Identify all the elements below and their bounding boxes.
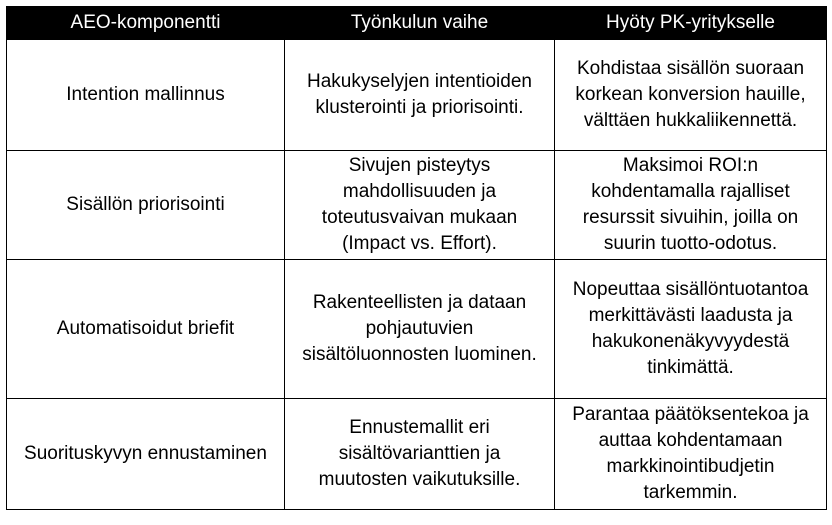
cell-component: Sisällön priorisointi (7, 151, 285, 260)
header-workflow: Työnkulun vaihe (285, 7, 555, 40)
cell-benefit: Kohdistaa sisällön suoraan korkean konversion hauille, välttäen hukkaliikennettä. (555, 40, 827, 151)
cell-workflow: Ennustemallit eri sisältövarianttien ja muutosten vaikutuksille. (285, 399, 555, 510)
cell-component: Suorituskyvyn ennustaminen (7, 399, 285, 510)
cell-benefit: Parantaa päätöksentekoa ja auttaa kohdentamaan markkinointibudjetin tarkemmin. (555, 399, 827, 510)
table-row (7, 151, 827, 260)
table-row (7, 399, 827, 510)
aeo-components-table (6, 6, 827, 510)
cell-workflow: Rakenteellisten ja dataan pohjautuvien sisältöluonnosten luominen. (285, 260, 555, 399)
cell-component: Intention mallinnus (7, 40, 285, 151)
header-benefit: Hyöty PK-yritykselle (555, 7, 827, 40)
cell-workflow: Sivujen pisteytys mahdollisuuden ja toteutusvaivan mukaan (Impact vs. Effort). (285, 151, 555, 260)
header-row (7, 7, 827, 40)
table-row (7, 260, 827, 399)
header-component: AEO-komponentti (7, 7, 285, 40)
cell-benefit: Maksimoi ROI:n kohdentamalla rajalliset resurssit sivuihin, joilla on suurin tuotto-odotus. (555, 151, 827, 260)
cell-component: Automatisoidut briefit (7, 260, 285, 399)
table-row (7, 40, 827, 151)
cell-workflow: Hakukyselyjen intentioiden klusterointi ja priorisointi. (285, 40, 555, 151)
cell-benefit: Nopeuttaa sisällöntuotantoa merkittävästi laadusta ja hakukonenäkyvyydestä tinkimättä. (555, 260, 827, 399)
